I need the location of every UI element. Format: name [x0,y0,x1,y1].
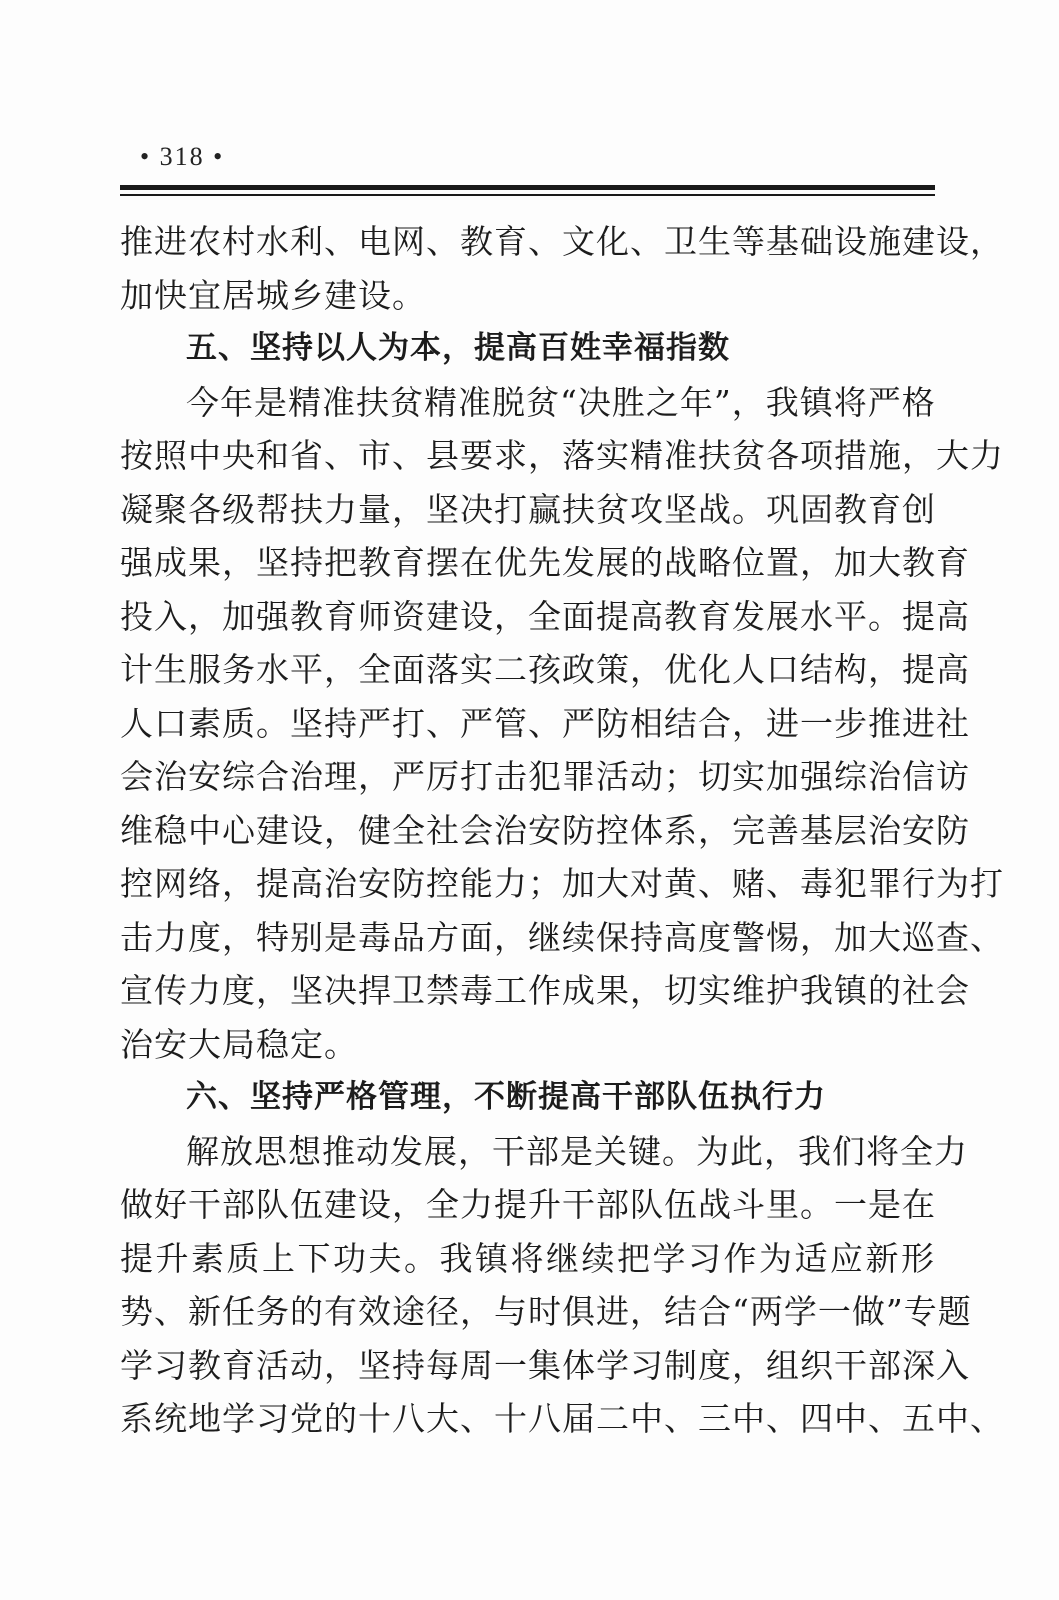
text-line: 解放思想推动发展，干部是关键。为此，我们将全力 [186,1131,968,1171]
text-line: 按照中央和省、市、县要求，落实精准扶贫各项措施，大力 [120,436,1004,475]
text-line: 投入，加强教育师资建设，全面提高教育发展水平。提高 [120,596,970,636]
page-number: • 318 • [140,142,225,171]
text-line: 会治安综合治理，严厉打击犯罪活动；切实加强综治信访 [120,757,970,796]
text-line: 系统地学习党的十八大、十八届二中、三中、四中、五中、 [120,1399,1004,1438]
text-line: 宣传力度，坚决捍卫禁毒工作成果，切实维护我镇的社会 [120,971,970,1010]
text-line: 击力度，特别是毒品方面，继续保持高度警惕，加大巡查、 [120,917,1004,957]
text-line: 推进农村水利、电网、教育、文化、卫生等基础设施建设， [120,222,1004,261]
text-line: 提升素质上下功夫。我镇将继续把学习作为适应新形 [120,1238,935,1278]
text-line: 做好干部队伍建设，全力提升干部队伍战斗里。一是在 [120,1185,936,1224]
text-line: 学习教育活动，坚持每周一集体学习制度，组织干部深入 [120,1345,970,1385]
header-rule-thick [120,185,935,190]
text-line: 计生服务水平，全面落实二孩政策，优化人口结构，提高 [120,650,970,689]
text-line: 加快宜居城乡建设。 [120,275,426,315]
text-line: 势、新任务的有效途径，与时俱进，结合“两学一做”专题 [120,1292,972,1331]
section-heading: 六、坚持严格管理，不断提高干部队伍执行力 [186,1079,826,1115]
text-line: 治安大局稳定。 [120,1024,358,1064]
text-line: 强成果，坚持把教育摆在优先发展的战略位置，加大教育 [120,543,970,582]
text-line: 今年是精准扶贫精准脱贫“决胜之年”，我镇将严格 [186,382,936,422]
text-line: 维稳中心建设，健全社会治安防控体系，完善基层治安防 [120,810,970,850]
section-heading: 五、坚持以人为本，提高百姓幸福指数 [186,330,730,366]
body-text [120,215,1004,1446]
text-line: 人口素质。坚持严打、严管、严防相结合，进一步推进社 [120,703,970,743]
text-line: 凝聚各级帮扶力量，坚决打赢扶贫攻坚战。巩固教育创 [120,489,936,529]
text-line: 控网络，提高治安防控能力；加大对黄、赌、毒犯罪行为打 [120,864,1004,903]
page-header [120,142,935,182]
header-rule-thin [120,194,935,196]
